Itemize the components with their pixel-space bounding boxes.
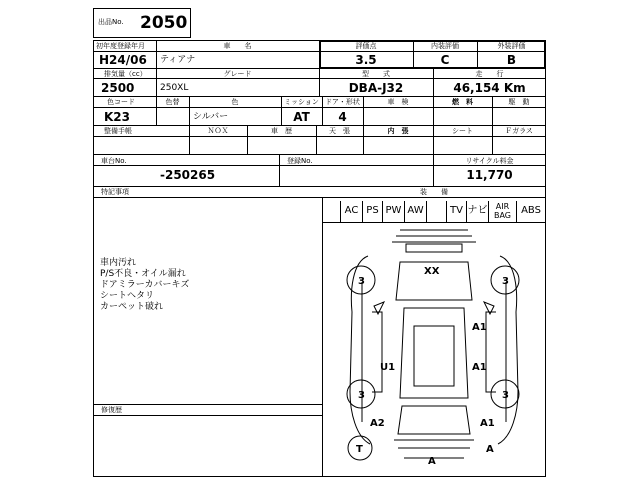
model-label: 型 式 — [362, 70, 390, 78]
equip-blank — [426, 201, 446, 222]
damage-mark: 3 — [358, 276, 365, 287]
recycle-fee: 11,770 — [466, 168, 513, 182]
transmission: AT — [293, 110, 310, 124]
equipment-label: 装 備 — [420, 188, 448, 196]
doors-label: ドア・形状 — [325, 98, 360, 106]
remark-line: ドアミラーカバーキズ — [100, 280, 190, 290]
displacement: 2500 — [101, 81, 135, 95]
chassis-number: -250265 — [160, 168, 216, 182]
equip-navi: ナビ — [466, 201, 488, 222]
mission-label: ミッション — [284, 98, 319, 106]
damage-mark: 3 — [502, 390, 509, 401]
remarks-label: 特記事項 — [101, 188, 129, 196]
drive-label: 駆 動 — [508, 98, 530, 106]
roof-outline — [414, 326, 454, 386]
equip-aw: AW — [404, 201, 426, 222]
seat-label: シート — [452, 127, 473, 135]
nox-label: ＮＯＸ — [207, 127, 229, 135]
damage-mark: A — [428, 456, 436, 467]
damage-mark: A1 — [480, 418, 495, 429]
cabin-outline — [400, 308, 468, 398]
displacement-label: 排気量（cc） — [104, 70, 147, 78]
remark-line: シートヘタリ — [100, 291, 155, 301]
equip-ac: AC — [340, 201, 362, 222]
score-label: 評価点 — [355, 42, 377, 50]
damage-mark: A2 — [370, 418, 385, 429]
left-side-outline — [350, 256, 382, 444]
color-change-label: 色替 — [165, 98, 180, 106]
first-registration: H24/06 — [99, 53, 147, 67]
chassis-label: 車台No. — [101, 157, 127, 165]
maintenance-label: 整備手帳 — [104, 127, 132, 135]
glass-label: Ｆガラス — [505, 127, 533, 135]
equip-ps: PS — [362, 201, 382, 222]
interior-grade: C — [440, 53, 450, 67]
color: シルバー — [193, 112, 229, 122]
equip-airbag: AIR BAG — [488, 201, 516, 222]
car-damage-diagram — [322, 222, 546, 477]
roof-label: 天 張 — [329, 127, 350, 135]
remark-line: カーペット破れ — [100, 302, 164, 312]
lot-label: 出品No. — [98, 18, 124, 26]
damage-mark: XX — [424, 266, 440, 277]
damage-mark: U1 — [380, 362, 396, 373]
interior-label: 内装評価 — [431, 42, 459, 50]
model-code: DBA-J32 — [348, 81, 404, 95]
year-label: 初年度登録年月 — [96, 42, 145, 50]
grade: 250XL — [160, 83, 189, 93]
evaluation-score: 3.5 — [355, 53, 377, 67]
damage-mark: T — [356, 444, 363, 455]
mileage-label: 走 行 — [475, 70, 504, 78]
history-label: 車 歴 — [271, 127, 292, 135]
damage-mark: 3 — [358, 390, 365, 401]
remark-line: 車内汚れ — [100, 258, 137, 268]
repair-label: 修復歴 — [101, 406, 122, 414]
color-code-label: 色コード — [107, 98, 135, 106]
remark-line: P/S不良・オイル漏れ — [100, 269, 186, 279]
fuel-label: 燃 料 — [452, 98, 473, 106]
recycle-label: リサイクル料金 — [465, 157, 514, 165]
interior-lining-label: 内 張 — [387, 127, 409, 135]
front-grille — [406, 244, 462, 252]
color-label: 色 — [231, 98, 239, 106]
color-code: K23 — [104, 110, 130, 124]
damage-mark: A — [486, 444, 494, 455]
exterior-grade: B — [506, 53, 517, 67]
damage-mark: A1 — [472, 322, 487, 333]
damage-mark: 3 — [502, 276, 509, 287]
lot-number: 2050 — [140, 13, 188, 33]
damage-mark: A1 — [472, 362, 487, 373]
registration-label: 登録No. — [287, 157, 313, 165]
trunk-outline — [398, 406, 470, 434]
inspection-label: 車 検 — [387, 98, 409, 106]
name-label: 車 名 — [223, 42, 252, 50]
equip-pw: PW — [382, 201, 404, 222]
exterior-label: 外装評価 — [497, 42, 526, 50]
equip-abs: ABS — [516, 201, 546, 222]
mileage: 46,154 Km — [453, 81, 526, 95]
doors: 4 — [338, 110, 347, 124]
grade-label: グレード — [223, 70, 252, 78]
front-bumper-outline — [392, 230, 476, 242]
equip-tv: TV — [446, 201, 466, 222]
car-name: ティアナ — [160, 55, 196, 65]
